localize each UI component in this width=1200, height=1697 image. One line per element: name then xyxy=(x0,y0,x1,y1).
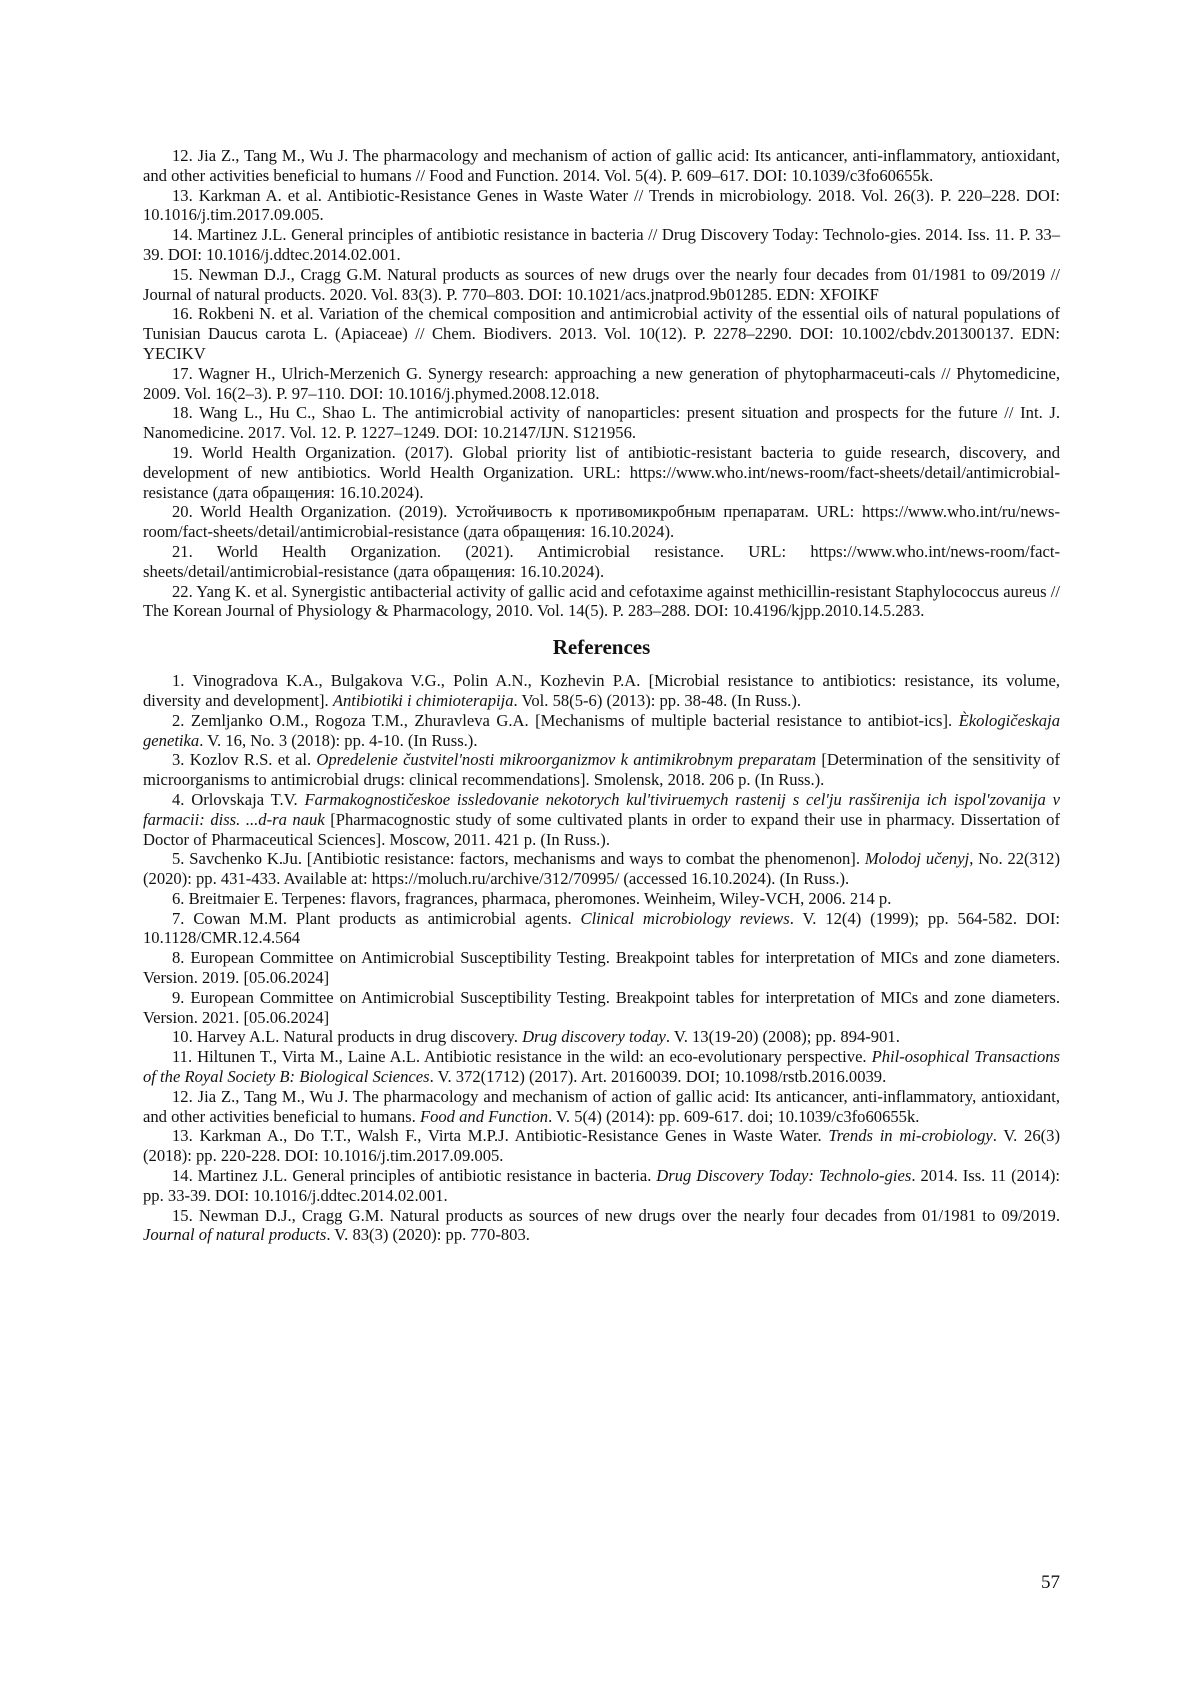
reference-text: , No. 22(312) (2020): pp. 431-433. Available at: https://moluch.ru/archive/312/70995/ (accessed 16.10.2024). (In Russ.). xyxy=(143,849,1060,889)
page-number: 57 xyxy=(1041,1572,1060,1593)
reference-journal: Drug discovery today xyxy=(522,1027,666,1047)
reference-item xyxy=(143,1206,1060,1246)
reference-text: 12. Jia Z., Tang M., Wu J. The pharmacology and mechanism of action of gallic acid: Its anticancer, anti-inflammatory, antioxidant, and other activities beneficial to humans. xyxy=(143,1086,1060,1126)
references-heading: References xyxy=(552,635,651,660)
reference-text: . V. 5(4) (2014): pp. 609-617. doi; 10.1039/c3fo60655k. xyxy=(548,1106,920,1126)
reference-text: 11. Hiltunen T., Virta M., Laine A.L. Antibiotic resistance in the wild: an eco-evolutionary perspective. xyxy=(172,1047,872,1067)
reference-item xyxy=(143,1126,1060,1166)
reference-text: 5. Savchenko K.Ju. [Antibiotic resistance: factors, mechanisms and ways to combat the phenomenon]. xyxy=(172,849,865,869)
literature-item: 21. World Health Organization. (2021). Antimicrobial resistance. URL: https://www.who.int/news-room/fact-sheets/detail/antimicrobial-resistance (дата обращения: 16.10.2024). xyxy=(143,541,1060,581)
reference-text: 13. Karkman A., Do T.T., Walsh F., Virta M.P.J. Antibiotic-Resistance Genes in Waste Water. xyxy=(172,1126,829,1146)
reference-text: . V. 16, No. 3 (2018): pp. 4-10. (In Russ.). xyxy=(199,730,478,750)
literature-item: 18. Wang L., Hu C., Shao L. The antimicrobial activity of nanoparticles: present situation and prospects for the future // Int. J. Nanomedicine. 2017. Vol. 12. P. 1227–1249. DOI: 10.2147/IJN. S121956. xyxy=(143,403,1060,443)
reference-item xyxy=(143,790,1060,849)
reference-text: 1. Vinogradova K.A., Bulgakova V.G., Polin A.N., Kozhevin P.A. [Microbial resistance to antibiotics: resistance, its volume, diversity and development]. xyxy=(143,671,1060,710)
reference-journal: Clinical microbiology reviews xyxy=(580,908,790,928)
literature-item: 22. Yang K. et al. Synergistic antibacterial activity of gallic acid and cefotaxime against methicillin-resistant Staphylococcus aureus // The Korean Journal of Physiology & Pharmacology, 2010. Vol. 14(5). P. 283–288. DOI: 10.4196/kjpp.2010.14.5.283. xyxy=(143,581,1060,621)
reference-journal: Farmakognostičeskoe issledovanie nekotorych kul'tiviruemych rastenij s cel'ju rasširenija ich ispol'zovanija v farmacii: diss. ...d-ra nauk xyxy=(143,789,1060,829)
reference-text: . V. 372(1712) (2017). Art. 20160039. DOI; 10.1098/rstb.2016.0039. xyxy=(429,1067,887,1087)
reference-journal: Antibiotiki i chimioterapija xyxy=(332,690,514,710)
literature-item: 13. Karkman A. et al. Antibiotic-Resistance Genes in Waste Water // Trends in microbiology. 2018. Vol. 26(3). P. 220–228. DOI: 10.1016/j.tim.2017.09.005. xyxy=(143,185,1060,225)
literature-item: 12. Jia Z., Tang M., Wu J. The pharmacology and mechanism of action of gallic acid: Its anticancer, anti-inflammatory, antioxidant, and other activities beneficial to humans // Food and Function. 2014. Vol. 5(4). P. 609–617. DOI: 10.1039/c3fo60655k. xyxy=(143,146,1060,185)
reference-text: . V. 12(4) (1999); pp. 564-582. DOI: 10.1128/CMR.12.4.564 xyxy=(143,908,1060,948)
reference-text: 6. Breitmaier E. Terpenes: flavors, fragrances, pharmaca, pheromones. Weinheim, Wiley-VCH, 2006. 214 p. xyxy=(172,888,892,908)
reference-journal: Drug Discovery Today: Technolo-gies xyxy=(656,1166,912,1186)
reference-journal: Journal of natural products xyxy=(143,1225,327,1245)
reference-text: . V. 26(3) (2018): pp. 220-228. DOI: 10.1016/j.tim.2017.09.005. xyxy=(143,1126,1061,1166)
reference-item xyxy=(143,1087,1060,1127)
reference-journal: Trends in mi-crobiology xyxy=(828,1126,993,1146)
reference-journal: Èkologičeskaja genetika xyxy=(143,710,1060,750)
reference-text: [Pharmacognostic study of some cultivated plants in order to expand their use in pharmacy. Dissertation of Doctor of Pharmaceutical Sciences]. Moscow, 2011. 421 p. (In Russ.). xyxy=(143,809,1060,849)
reference-text: . Vol. 58(5-6) (2013): pp. 38-48. (In Russ.). xyxy=(513,690,801,710)
reference-text: . 2014. Iss. 11 (2014): pp. 33-39. DOI: 10.1016/j.ddtec.2014.02.001. xyxy=(143,1166,1060,1205)
literature-item: 16. Rokbeni N. et al. Variation of the chemical composition and antimicrobial activity of the essential oils of natural populations of Tunisian Daucus carota L. (Apiaceae) // Chem. Biodivers. 2013. Vol. 10(12). P. 2278–2290. DOI: 10.1002/cbdv.201300137. EDN: YECIKV xyxy=(143,304,1060,363)
reference-text: . V. 83(3) (2020): pp. 770-803. xyxy=(326,1225,530,1245)
reference-item xyxy=(143,948,1060,988)
reference-text: 4. Orlovskaja T.V. xyxy=(172,789,305,809)
reference-text: 7. Cowan M.M. Plant products as antimicrobial agents. xyxy=(172,908,581,928)
reference-item xyxy=(143,711,1060,751)
literature-item: 14. Martinez J.L. General principles of antibiotic resistance in bacteria // Drug Discovery Today: Technolo-gies. 2014. Iss. 11. P. 33–39. DOI: 10.1016/j.ddtec.2014.02.001. xyxy=(143,225,1060,264)
reference-text: . V. 13(19-20) (2008); pp. 894-901. xyxy=(665,1027,900,1047)
literature-list xyxy=(143,146,1060,621)
reference-item xyxy=(143,750,1060,790)
reference-text: 14. Martinez J.L. General principles of antibiotic resistance in bacteria. xyxy=(172,1166,657,1186)
reference-journal: Opredelenie čustvitel'nosti mikroorganizmov k antimikrobnym preparatam xyxy=(316,750,817,770)
literature-item: 15. Newman D.J., Cragg G.M. Natural products as sources of new drugs over the nearly four decades from 01/1981 to 09/2019 // Journal of natural products. 2020. Vol. 83(3). P. 770–803. DOI: 10.1021/acs.jnatprod.9b01285. EDN: XFOIKF xyxy=(143,264,1060,304)
reference-text: 3. Kozlov R.S. et al. xyxy=(172,750,317,770)
reference-text: [Determination of the sensitivity of microorganisms to antimicrobial drugs: clinical recommendations]. Smolensk, 2018. 206 p. (In Russ.). xyxy=(143,750,1060,790)
reference-journal: Phil-osophical Transactions of the Royal Society B: Biological Sciences xyxy=(143,1047,1060,1087)
reference-item xyxy=(143,849,1060,889)
references-list xyxy=(143,671,1060,1245)
reference-item xyxy=(143,889,1060,909)
reference-journal: Molodoj učenyj xyxy=(864,849,970,869)
page-body xyxy=(143,146,1060,1245)
reference-item xyxy=(143,1027,1060,1047)
reference-text: 15. Newman D.J., Cragg G.M. Natural products as sources of new drugs over the nearly four decades from 01/1981 to 09/2019. xyxy=(172,1205,1060,1225)
reference-text: 2. Zemljanko O.M., Rogoza T.M., Zhuravleva G.A. [Mechanisms of multiple bacterial resistance to antibiot-ics]. xyxy=(172,710,959,730)
reference-item xyxy=(143,1047,1060,1087)
reference-item xyxy=(143,671,1060,711)
reference-text: 10. Harvey A.L. Natural products in drug discovery. xyxy=(172,1027,523,1047)
reference-item xyxy=(143,1166,1060,1206)
literature-item: 20. World Health Organization. (2019). Устойчивость к противомикробным препаратам. URL: https://www.who.int/ru/news-room/fact-sheets/detail/antimicrobial-resistance (дата обращения: 16.10.2024). xyxy=(143,502,1060,542)
literature-item: 19. World Health Organization. (2017). Global priority list of antibiotic-resistant bacteria to guide research, discovery, and development of new antibiotics. World Health Organization. URL: https://www.who.int/news-room/fact-sheets/detail/antimicrobial-resistance (дата обращения: 16.10.2024). xyxy=(143,442,1060,502)
reference-text: 8. European Committee on Antimicrobial Susceptibility Testing. Breakpoint tables for interpretation of MICs and zone diameters. Version. 2019. [05.06.2024] xyxy=(143,948,1060,988)
reference-text: 9. European Committee on Antimicrobial Susceptibility Testing. Breakpoint tables for interpretation of MICs and zone diameters. Version. 2021. [05.06.2024] xyxy=(143,987,1060,1027)
reference-item xyxy=(143,988,1060,1028)
reference-item xyxy=(143,909,1060,949)
reference-journal: Food and Function xyxy=(419,1106,549,1126)
literature-item: 17. Wagner H., Ulrich-Merzenich G. Synergy research: approaching a new generation of phytopharmaceuti-cals // Phytomedicine, 2009. Vol. 16(2–3). P. 97–110. DOI: 10.1016/j.phymed.2008.12.018. xyxy=(143,363,1060,403)
